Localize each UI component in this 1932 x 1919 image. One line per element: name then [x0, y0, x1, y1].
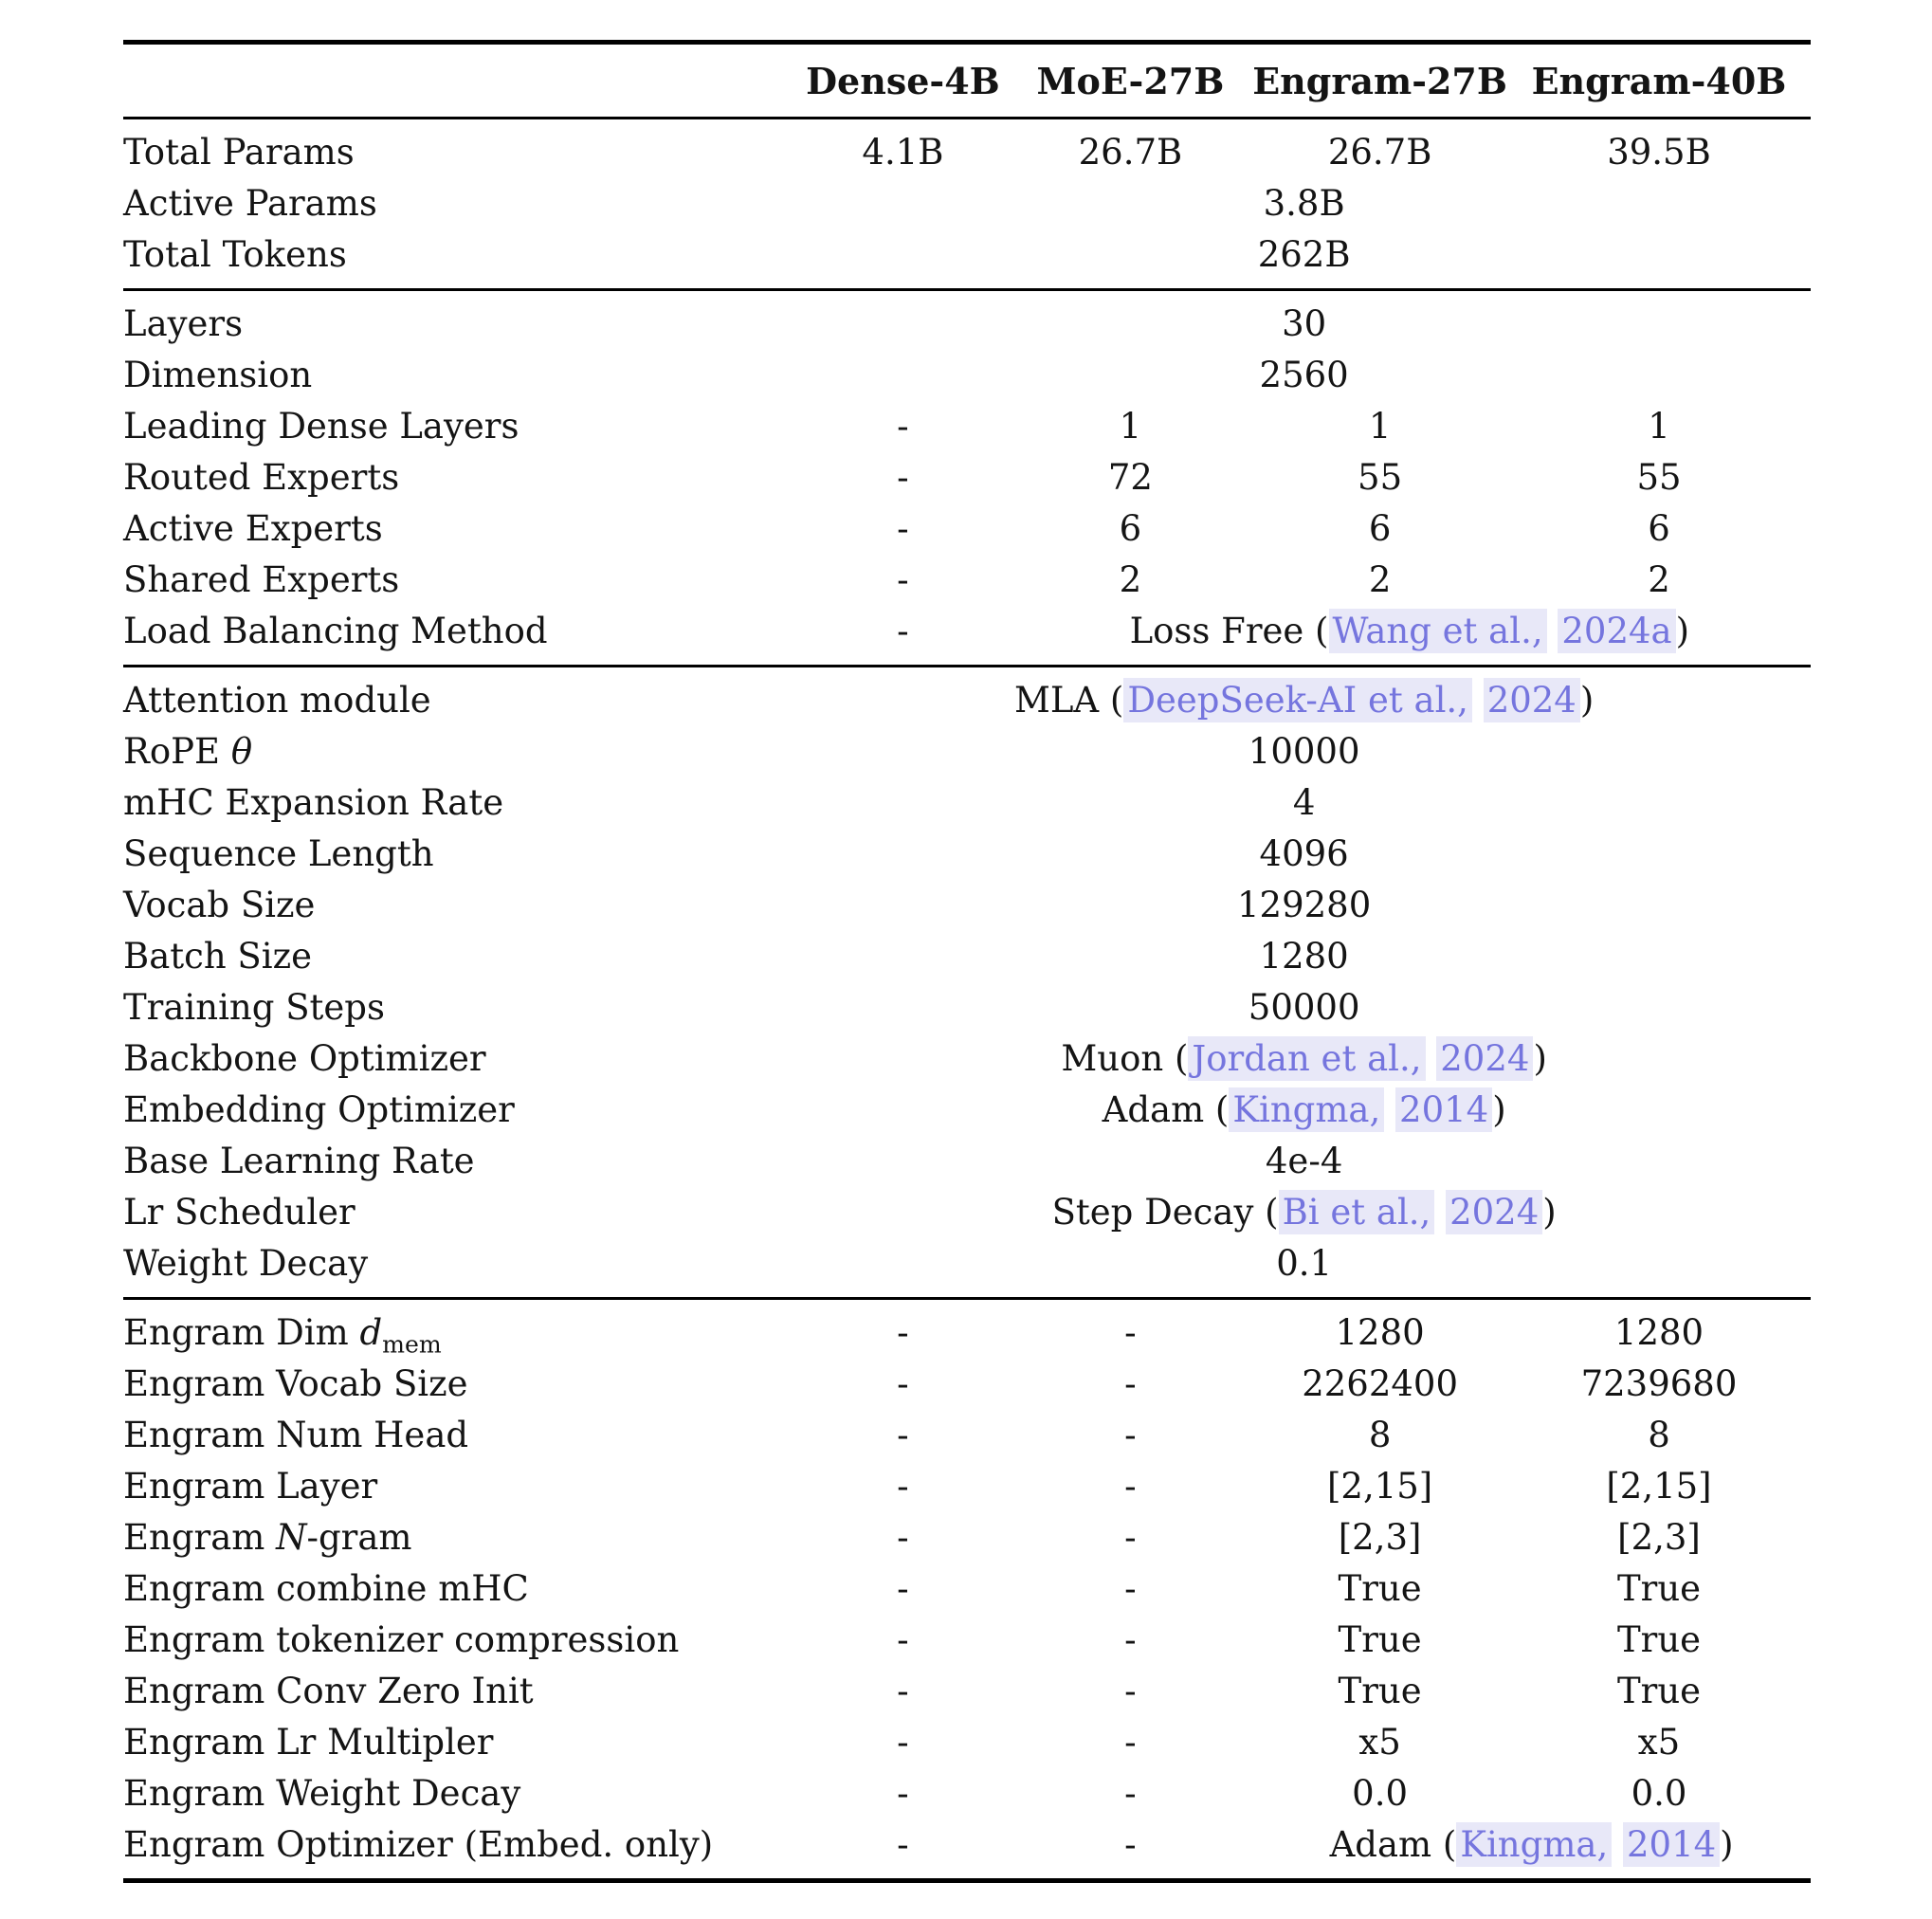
value-cell: 55: [1636, 457, 1682, 498]
citation-link[interactable]: 2024: [1484, 678, 1580, 722]
row-label: Backbone Optimizer: [123, 1038, 486, 1079]
table-row: [123, 1187, 1811, 1238]
value-cell: -: [1124, 1773, 1137, 1814]
table-row: [123, 829, 1811, 880]
table-row: [123, 1033, 1811, 1085]
value-cell: 2: [1368, 559, 1392, 600]
value-cell: -: [1124, 1363, 1137, 1404]
column-header-moe-27b: MoE-27B: [1036, 60, 1225, 102]
table-row: [123, 229, 1811, 290]
table-row: [123, 178, 1811, 229]
value-cell: -: [897, 1415, 909, 1455]
value-cell: -: [897, 1773, 909, 1814]
value-cell: True: [1616, 1671, 1702, 1711]
value-cell: 262B: [1257, 234, 1351, 275]
row-label: Engram Dim $d_{mem}$: [123, 1312, 442, 1359]
table-row: [123, 401, 1811, 452]
row-label: Active Experts: [123, 508, 383, 549]
value-cell: -: [897, 1722, 909, 1763]
table-row: [123, 1359, 1811, 1410]
value-cell: -: [897, 1517, 909, 1558]
value-cell: [2,15]: [1326, 1466, 1433, 1507]
value-cell: -: [897, 457, 909, 498]
row-label: Dimension: [123, 355, 313, 395]
row-label: Engram Layer: [123, 1466, 378, 1507]
row-label: Weight Decay: [123, 1243, 369, 1284]
value-cell: 1280: [1259, 936, 1349, 977]
value-cell: -: [897, 1824, 909, 1865]
table-row: [123, 667, 1811, 727]
value-cell: 4e-4: [1265, 1141, 1343, 1181]
table-row: [123, 1136, 1811, 1187]
citation-link[interactable]: DeepSeek-AI et al.,: [1123, 678, 1472, 722]
config-table: [123, 40, 1811, 1883]
column-header-engram-27b: Engram-27B: [1252, 60, 1507, 102]
value-cell: [2,15]: [1606, 1466, 1712, 1507]
row-label: Sequence Length: [123, 833, 434, 874]
row-label: Training Steps: [123, 987, 385, 1028]
value-cell: 1280: [1613, 1312, 1704, 1353]
value-cell: 6: [1368, 508, 1392, 549]
value-cell: -: [1124, 1671, 1137, 1711]
header-empty-cell: [123, 43, 797, 119]
table-row: [123, 119, 1811, 179]
value-cell: Adam ( Kingma, 2014 ): [1329, 1824, 1734, 1865]
row-label: Engram tokenizer compression: [123, 1619, 680, 1660]
subscript: mem: [382, 1330, 442, 1359]
row-label: Shared Experts: [123, 559, 400, 600]
row-label: RoPE θ: [123, 731, 253, 772]
section-params: [123, 119, 1811, 290]
value-cell: x5: [1637, 1722, 1681, 1763]
value-cell: -: [1124, 1568, 1137, 1609]
table-row: [123, 503, 1811, 555]
value-cell: True: [1616, 1568, 1702, 1609]
row-label: Lr Scheduler: [123, 1192, 355, 1233]
table-row: [123, 1666, 1811, 1717]
row-label: Embedding Optimizer: [123, 1089, 515, 1130]
section-engram: [123, 1299, 1811, 1881]
math-symbol: θ: [230, 731, 253, 772]
citation-link[interactable]: Kingma,: [1229, 1087, 1384, 1132]
value-cell: -: [897, 508, 909, 549]
value-cell: 1: [1119, 406, 1142, 447]
citation-link[interactable]: 2014: [1395, 1087, 1492, 1132]
table-row: [123, 1461, 1811, 1512]
table-row: [123, 290, 1811, 351]
table-row: [123, 777, 1811, 829]
section-training: [123, 667, 1811, 1299]
value-cell: MLA ( DeepSeek-AI et al., 2024 ): [1013, 680, 1595, 721]
citation-link[interactable]: Kingma,: [1456, 1822, 1612, 1867]
row-label: Active Params: [123, 183, 377, 224]
row-label: Total Params: [123, 132, 355, 173]
value-cell: 0.0: [1631, 1773, 1687, 1814]
table-row: [123, 452, 1811, 503]
value-cell: 2262400: [1302, 1363, 1458, 1404]
value-cell: Muon ( Jordan et al., 2024 ): [1061, 1038, 1547, 1079]
value-cell: 4.1B: [862, 132, 944, 173]
value-cell: -: [897, 1363, 909, 1404]
table-row: [123, 606, 1811, 667]
value-cell: -: [1124, 1517, 1137, 1558]
value-cell: x5: [1358, 1722, 1401, 1763]
row-label: mHC Expansion Rate: [123, 782, 504, 823]
value-cell: 2: [1119, 559, 1142, 600]
row-label: Leading Dense Layers: [123, 406, 519, 447]
value-cell: 129280: [1237, 885, 1372, 925]
table-row: [123, 1615, 1811, 1666]
table-row: [123, 1410, 1811, 1461]
row-label: Engram Conv Zero Init: [123, 1671, 534, 1711]
citation-link[interactable]: 2024a: [1558, 609, 1675, 653]
citation-link[interactable]: 2014: [1623, 1822, 1720, 1867]
table-row: [123, 931, 1811, 982]
value-cell: -: [897, 1312, 909, 1353]
row-label: Routed Experts: [123, 457, 400, 498]
table-row: [123, 1563, 1811, 1615]
value-cell: -: [897, 1671, 909, 1711]
value-cell: 4096: [1259, 833, 1349, 874]
value-cell: 30: [1282, 303, 1327, 344]
citation-link[interactable]: Bi et al.,: [1279, 1190, 1435, 1234]
value-cell: -: [1124, 1619, 1137, 1660]
citation-link[interactable]: Jordan et al.,: [1188, 1036, 1425, 1081]
value-cell: 55: [1358, 457, 1403, 498]
value-cell: True: [1338, 1619, 1422, 1660]
value-cell: 2560: [1259, 355, 1349, 395]
section-architecture: [123, 290, 1811, 667]
value-cell: [2,3]: [1617, 1517, 1701, 1558]
row-label: Layers: [123, 303, 244, 344]
value-cell: 1280: [1335, 1312, 1425, 1353]
column-header-engram-40b: Engram-40B: [1531, 60, 1787, 102]
table-row: [123, 726, 1811, 777]
value-cell: -: [897, 611, 909, 651]
header-row: [123, 43, 1811, 119]
row-label: Load Balancing Method: [123, 611, 548, 651]
value-cell: 26.7B: [1078, 132, 1183, 173]
math-symbol: d: [359, 1312, 383, 1353]
value-cell: [2,3]: [1338, 1517, 1422, 1558]
row-label: Engram N-gram: [123, 1517, 412, 1558]
value-cell: 7239680: [1580, 1363, 1738, 1404]
math-symbol: N: [276, 1517, 307, 1558]
value-cell: 8: [1648, 1415, 1670, 1455]
value-cell: 2: [1648, 559, 1670, 600]
table-row: [123, 982, 1811, 1033]
value-cell: 3.8B: [1263, 183, 1345, 224]
table-row: [123, 1085, 1811, 1136]
table-row: [123, 880, 1811, 931]
value-cell: 1: [1368, 406, 1392, 447]
row-label: Engram combine mHC: [123, 1568, 529, 1609]
citation-link[interactable]: 2024: [1446, 1190, 1542, 1234]
value-cell: 26.7B: [1327, 132, 1432, 173]
value-cell: Adam ( Kingma, 2014 ): [1102, 1089, 1506, 1130]
value-cell: -: [1124, 1824, 1137, 1865]
table-row: [123, 1512, 1811, 1563]
citation-link[interactable]: 2024: [1436, 1036, 1533, 1081]
value-cell: True: [1338, 1671, 1422, 1711]
value-cell: 6: [1119, 508, 1142, 549]
row-label: Engram Num Head: [123, 1415, 469, 1455]
value-cell: -: [1124, 1312, 1137, 1353]
row-label: Engram Optimizer (Embed. only): [123, 1824, 714, 1865]
table-row: [123, 350, 1811, 401]
table-header: [123, 43, 1811, 119]
row-label: Engram Weight Decay: [123, 1773, 521, 1814]
value-cell: -: [897, 559, 909, 600]
citation-link[interactable]: Wang et al.,: [1329, 609, 1547, 653]
value-cell: 4: [1292, 782, 1316, 823]
value-cell: Loss Free ( Wang et al., 2024a ): [1129, 611, 1690, 651]
value-cell: -: [897, 1619, 909, 1660]
value-cell: 39.5B: [1607, 132, 1711, 173]
row-label: Base Learning Rate: [123, 1141, 475, 1181]
value-cell: -: [897, 1568, 909, 1609]
table-row: [123, 1299, 1811, 1360]
value-cell: 10000: [1248, 731, 1360, 772]
row-label: Vocab Size: [123, 885, 316, 925]
row-label: Total Tokens: [123, 234, 347, 275]
value-cell: True: [1616, 1619, 1702, 1660]
table-row: [123, 1238, 1811, 1299]
value-cell: Step Decay ( Bi et al., 2024 ): [1051, 1192, 1557, 1233]
value-cell: -: [1124, 1722, 1137, 1763]
value-cell: 1: [1648, 406, 1670, 447]
column-header-dense-4b: Dense-4B: [806, 60, 1000, 102]
row-label: Engram Vocab Size: [123, 1363, 468, 1404]
row-label: Engram Lr Multipler: [123, 1722, 494, 1763]
value-cell: -: [1124, 1466, 1137, 1507]
value-cell: 50000: [1248, 987, 1360, 1028]
value-cell: 0.1: [1276, 1243, 1333, 1284]
value-cell: 8: [1368, 1415, 1392, 1455]
value-cell: 0.0: [1352, 1773, 1409, 1814]
value-cell: -: [897, 406, 909, 447]
table-row: [123, 1819, 1811, 1881]
value-cell: -: [897, 1466, 909, 1507]
value-cell: True: [1338, 1568, 1422, 1609]
row-label: Attention module: [123, 680, 431, 721]
table-row: [123, 555, 1811, 606]
table-row: [123, 1717, 1811, 1768]
value-cell: -: [1124, 1415, 1137, 1455]
table-row: [123, 1768, 1811, 1819]
row-label: Batch Size: [123, 936, 313, 977]
value-cell: 6: [1648, 508, 1670, 549]
value-cell: 72: [1107, 457, 1153, 498]
